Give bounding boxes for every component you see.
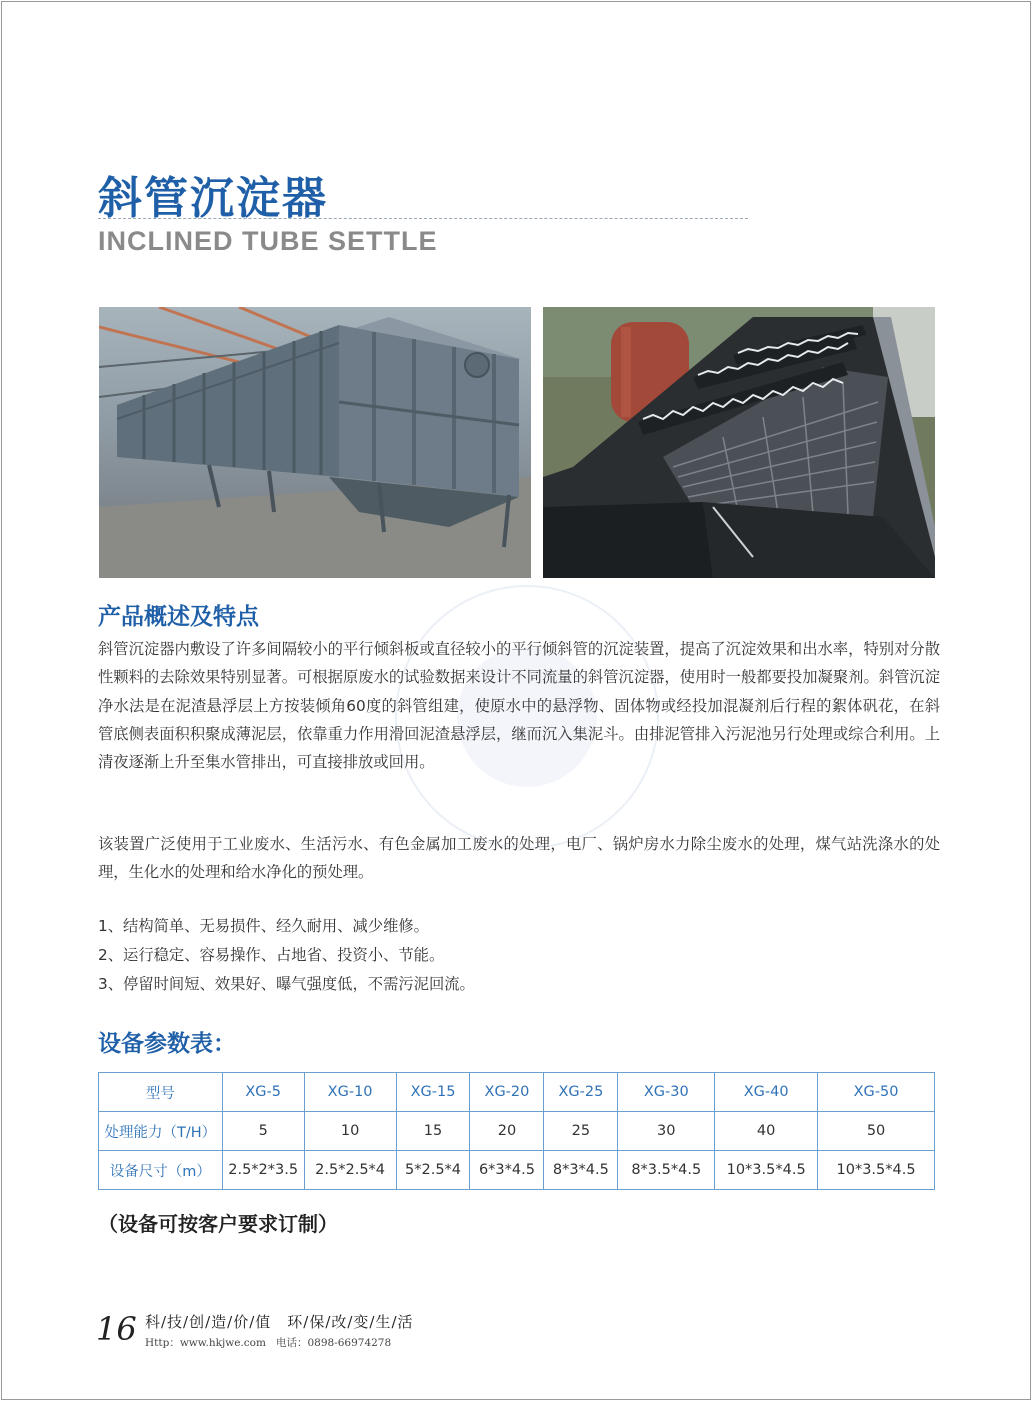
table-cell: XG-25 [544, 1073, 618, 1112]
footer-slogan: 科/技/创/造/价/值 环/保/改/变/生/活 [145, 1313, 414, 1331]
feature-item-1: 1、结构简单、无易损件、经久耐用、减少维修。 [98, 917, 429, 935]
page-number: 16 [96, 1310, 137, 1348]
table-cell: 6*3*4.5 [470, 1151, 544, 1190]
table-cell: XG-15 [396, 1073, 470, 1112]
tube-module-photo [543, 307, 935, 578]
row-header-size: 设备尺寸（m） [99, 1151, 223, 1190]
table-cell: 8*3*4.5 [544, 1151, 618, 1190]
table-cell: 20 [470, 1112, 544, 1151]
feature-item-2: 2、运行稳定、容易操作、占地省、投资小、节能。 [98, 946, 445, 964]
table-cell: XG-50 [818, 1073, 935, 1112]
table-row [99, 1151, 935, 1190]
feature-item-3: 3、停留时间短、效果好、曝气强度低，不需污泥回流。 [98, 975, 475, 993]
footer-phone: 电话：0898-66974278 [275, 1337, 392, 1349]
title-divider [98, 218, 748, 219]
table-cell: 10*3.5*4.5 [818, 1151, 935, 1190]
table-cell: XG-30 [618, 1073, 715, 1112]
overview-paragraph-1: 斜管沉淀器内敷设了许多间隔较小的平行倾斜板或直径较小的平行倾斜管的沉淀装置，提高了沉淀效果和出水率，特别对分散性颗料的去除效果特别显著。可根据原废水的试验数据来设计不同流量的斜管沉淀器，使用时一般都要投加凝聚剂。斜管沉淀净水法是在泥渣悬浮层上方按装倾角60度的斜管组建，使原水中的悬浮物、固体物或经投加混凝剂后行程的絮体矾花，在斜管底侧表面积积聚成薄泥层，依靠重力作用滑回泥渣悬浮层，继而沉入集泥斗。由排泥管排入污泥池另行处理或综合利用。上清夜逐渐上升至集水管排出，可直接排放或回用。 [98, 640, 940, 772]
table-cell: 8*3.5*4.5 [618, 1151, 715, 1190]
overview-heading: 产品概述及特点 [98, 604, 259, 630]
page-title: 斜管沉淀器 [98, 173, 328, 224]
table-cell: 40 [715, 1112, 818, 1151]
table-cell: XG-20 [470, 1073, 544, 1112]
customization-note: （设备可按客户要求订制） [98, 1212, 338, 1236]
table-cell: 5 [222, 1112, 304, 1151]
table-cell: 2.5*2*3.5 [222, 1151, 304, 1190]
overview-paragraph-2: 该装置广泛使用于工业废水、生活污水、有色金属加工废水的处理，电厂、锅炉房水力除尘废水的处理，煤气站洗涤水的处理，生化水的处理和给水净化的预处理。 [98, 835, 940, 882]
row-header-capacity: 处理能力（T/H） [99, 1112, 223, 1151]
params-heading: 设备参数表： [98, 1031, 236, 1057]
params-table [98, 1072, 935, 1190]
row-header-model: 型号 [99, 1073, 223, 1112]
table-cell: 10*3.5*4.5 [715, 1151, 818, 1190]
table-cell: 30 [618, 1112, 715, 1151]
table-cell: XG-40 [715, 1073, 818, 1112]
table-cell: XG-5 [222, 1073, 304, 1112]
table-cell: 2.5*2.5*4 [304, 1151, 396, 1190]
table-cell: 15 [396, 1112, 470, 1151]
table-cell: XG-10 [304, 1073, 396, 1112]
footer-contact [145, 1335, 391, 1350]
table-row [99, 1112, 935, 1151]
table-cell: 25 [544, 1112, 618, 1151]
settler-tank-photo [99, 307, 531, 578]
table-row [99, 1073, 935, 1112]
table-cell: 10 [304, 1112, 396, 1151]
footer-website: Http：www.hkjwe.com [145, 1337, 266, 1349]
table-cell: 5*2.5*4 [396, 1151, 470, 1190]
page-subtitle: INCLINED TUBE SETTLE [98, 226, 438, 256]
table-cell: 50 [818, 1112, 935, 1151]
